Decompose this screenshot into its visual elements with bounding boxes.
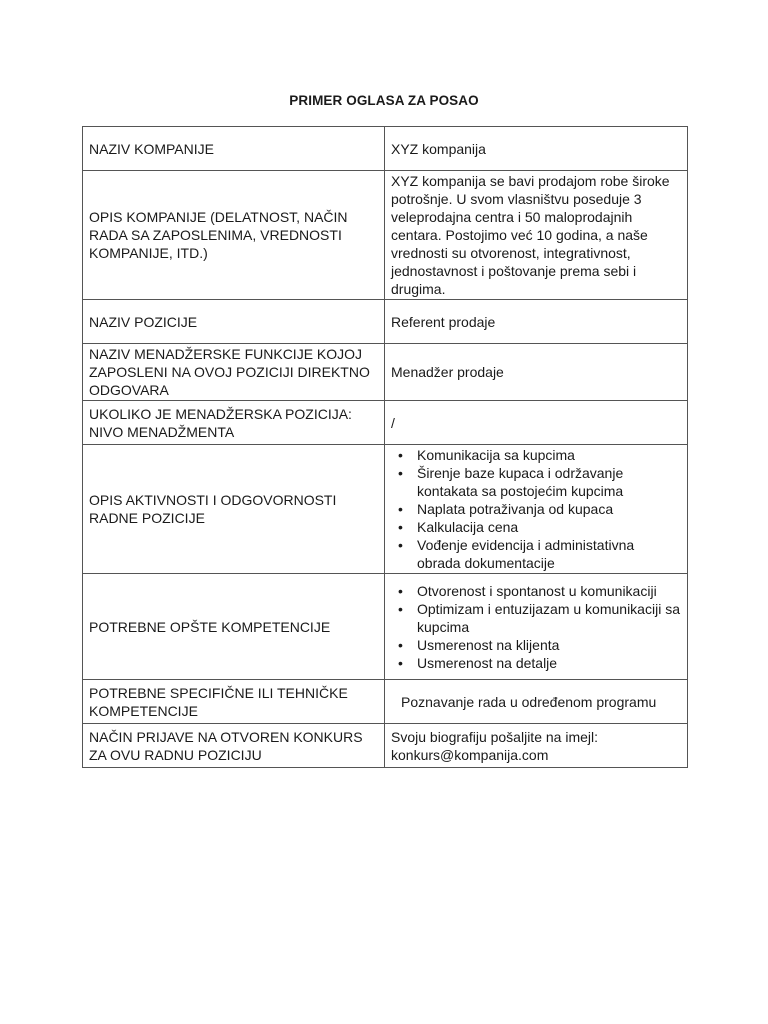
label-application: NAČIN PRIJAVE NA OTVOREN KONKURS ZA OVU RADNU POZICIJU <box>83 724 385 768</box>
value-manager-function: Menadžer prodaje <box>385 344 688 401</box>
value-application: Svoju biografiju pošaljite na imejl: konkurs@kompanija.com <box>385 724 688 768</box>
label-activities: OPIS AKTIVNOSTI I ODGOVORNOSTI RADNE POZICIJE <box>83 445 385 574</box>
table-row-general-competencies <box>83 574 688 680</box>
label-company-description: OPIS KOMPANIJE (DELATNOST, NAČIN RADA SA ZAPOSLENIMA, VREDNOSTI KOMPANIJE, ITD.) <box>83 171 385 300</box>
table-row-activities <box>83 445 688 574</box>
label-management-level: UKOLIKO JE MENADŽERSKA POZICIJA: NIVO MENADŽMENTA <box>83 401 385 445</box>
list-item: • Optimizam i entuzijazam u komunikaciji sa kupcima <box>417 600 681 636</box>
label-general-competencies: POTREBNE OPŠTE KOMPETENCIJE <box>83 574 385 680</box>
value-company-description: XYZ kompanija se bavi prodajom robe široke potrošnje. U svom vlasništvu poseduje 3 veleprodajna centra i 50 maloprodajnih centara. Postojimo već 10 godina, a naše vrednosti su otvorenost, integrativnost, jednostavnost i poštovanje prema sebi i drugima. <box>385 171 688 300</box>
table-row-application <box>83 724 688 768</box>
table-row-technical-competencies <box>83 680 688 724</box>
table-row-manager-function <box>83 344 688 401</box>
general-competencies-list <box>391 582 681 672</box>
value-company-name: XYZ kompanija <box>385 127 688 171</box>
label-company-name: NAZIV KOMPANIJE <box>83 127 385 171</box>
list-item: • Širenje baze kupaca i održavanje kontakata sa postojećim kupcima <box>417 464 681 500</box>
table-row-management-level <box>83 401 688 445</box>
list-item: • Otvorenost i spontanost u komunikaciji <box>417 582 681 600</box>
label-technical-competencies: POTREBNE SPECIFIČNE ILI TEHNIČKE KOMPETENCIJE <box>83 680 385 724</box>
value-general-competencies <box>385 574 688 680</box>
job-ad-table <box>82 126 688 768</box>
label-manager-function: NAZIV MENADŽERSKE FUNKCIJE KOJOJ ZAPOSLENI NA OVOJ POZICIJI DIREKTNO ODGOVARA <box>83 344 385 401</box>
table-row-company-name <box>83 127 688 171</box>
value-activities <box>385 445 688 574</box>
list-item: • Usmerenost na detalje <box>417 654 681 672</box>
value-management-level: / <box>385 401 688 445</box>
activities-list <box>391 446 681 572</box>
list-item: • Naplata potraživanja od kupaca <box>417 500 681 518</box>
label-position-name: NAZIV POZICIJE <box>83 300 385 344</box>
table-row-company-description <box>83 171 688 300</box>
table-row-position-name <box>83 300 688 344</box>
list-item: • Vođenje evidencija i administativna obrada dokumentacije <box>417 536 681 572</box>
value-technical-competencies: Poznavanje rada u određenom programu <box>385 680 688 724</box>
value-position-name: Referent prodaje <box>385 300 688 344</box>
document-title: PRIMER OGLASA ZA POSAO <box>289 93 479 108</box>
list-item: • Usmerenost na klijenta <box>417 636 681 654</box>
list-item: • Kalkulacija cena <box>417 518 681 536</box>
list-item: • Komunikacija sa kupcima <box>417 446 681 464</box>
